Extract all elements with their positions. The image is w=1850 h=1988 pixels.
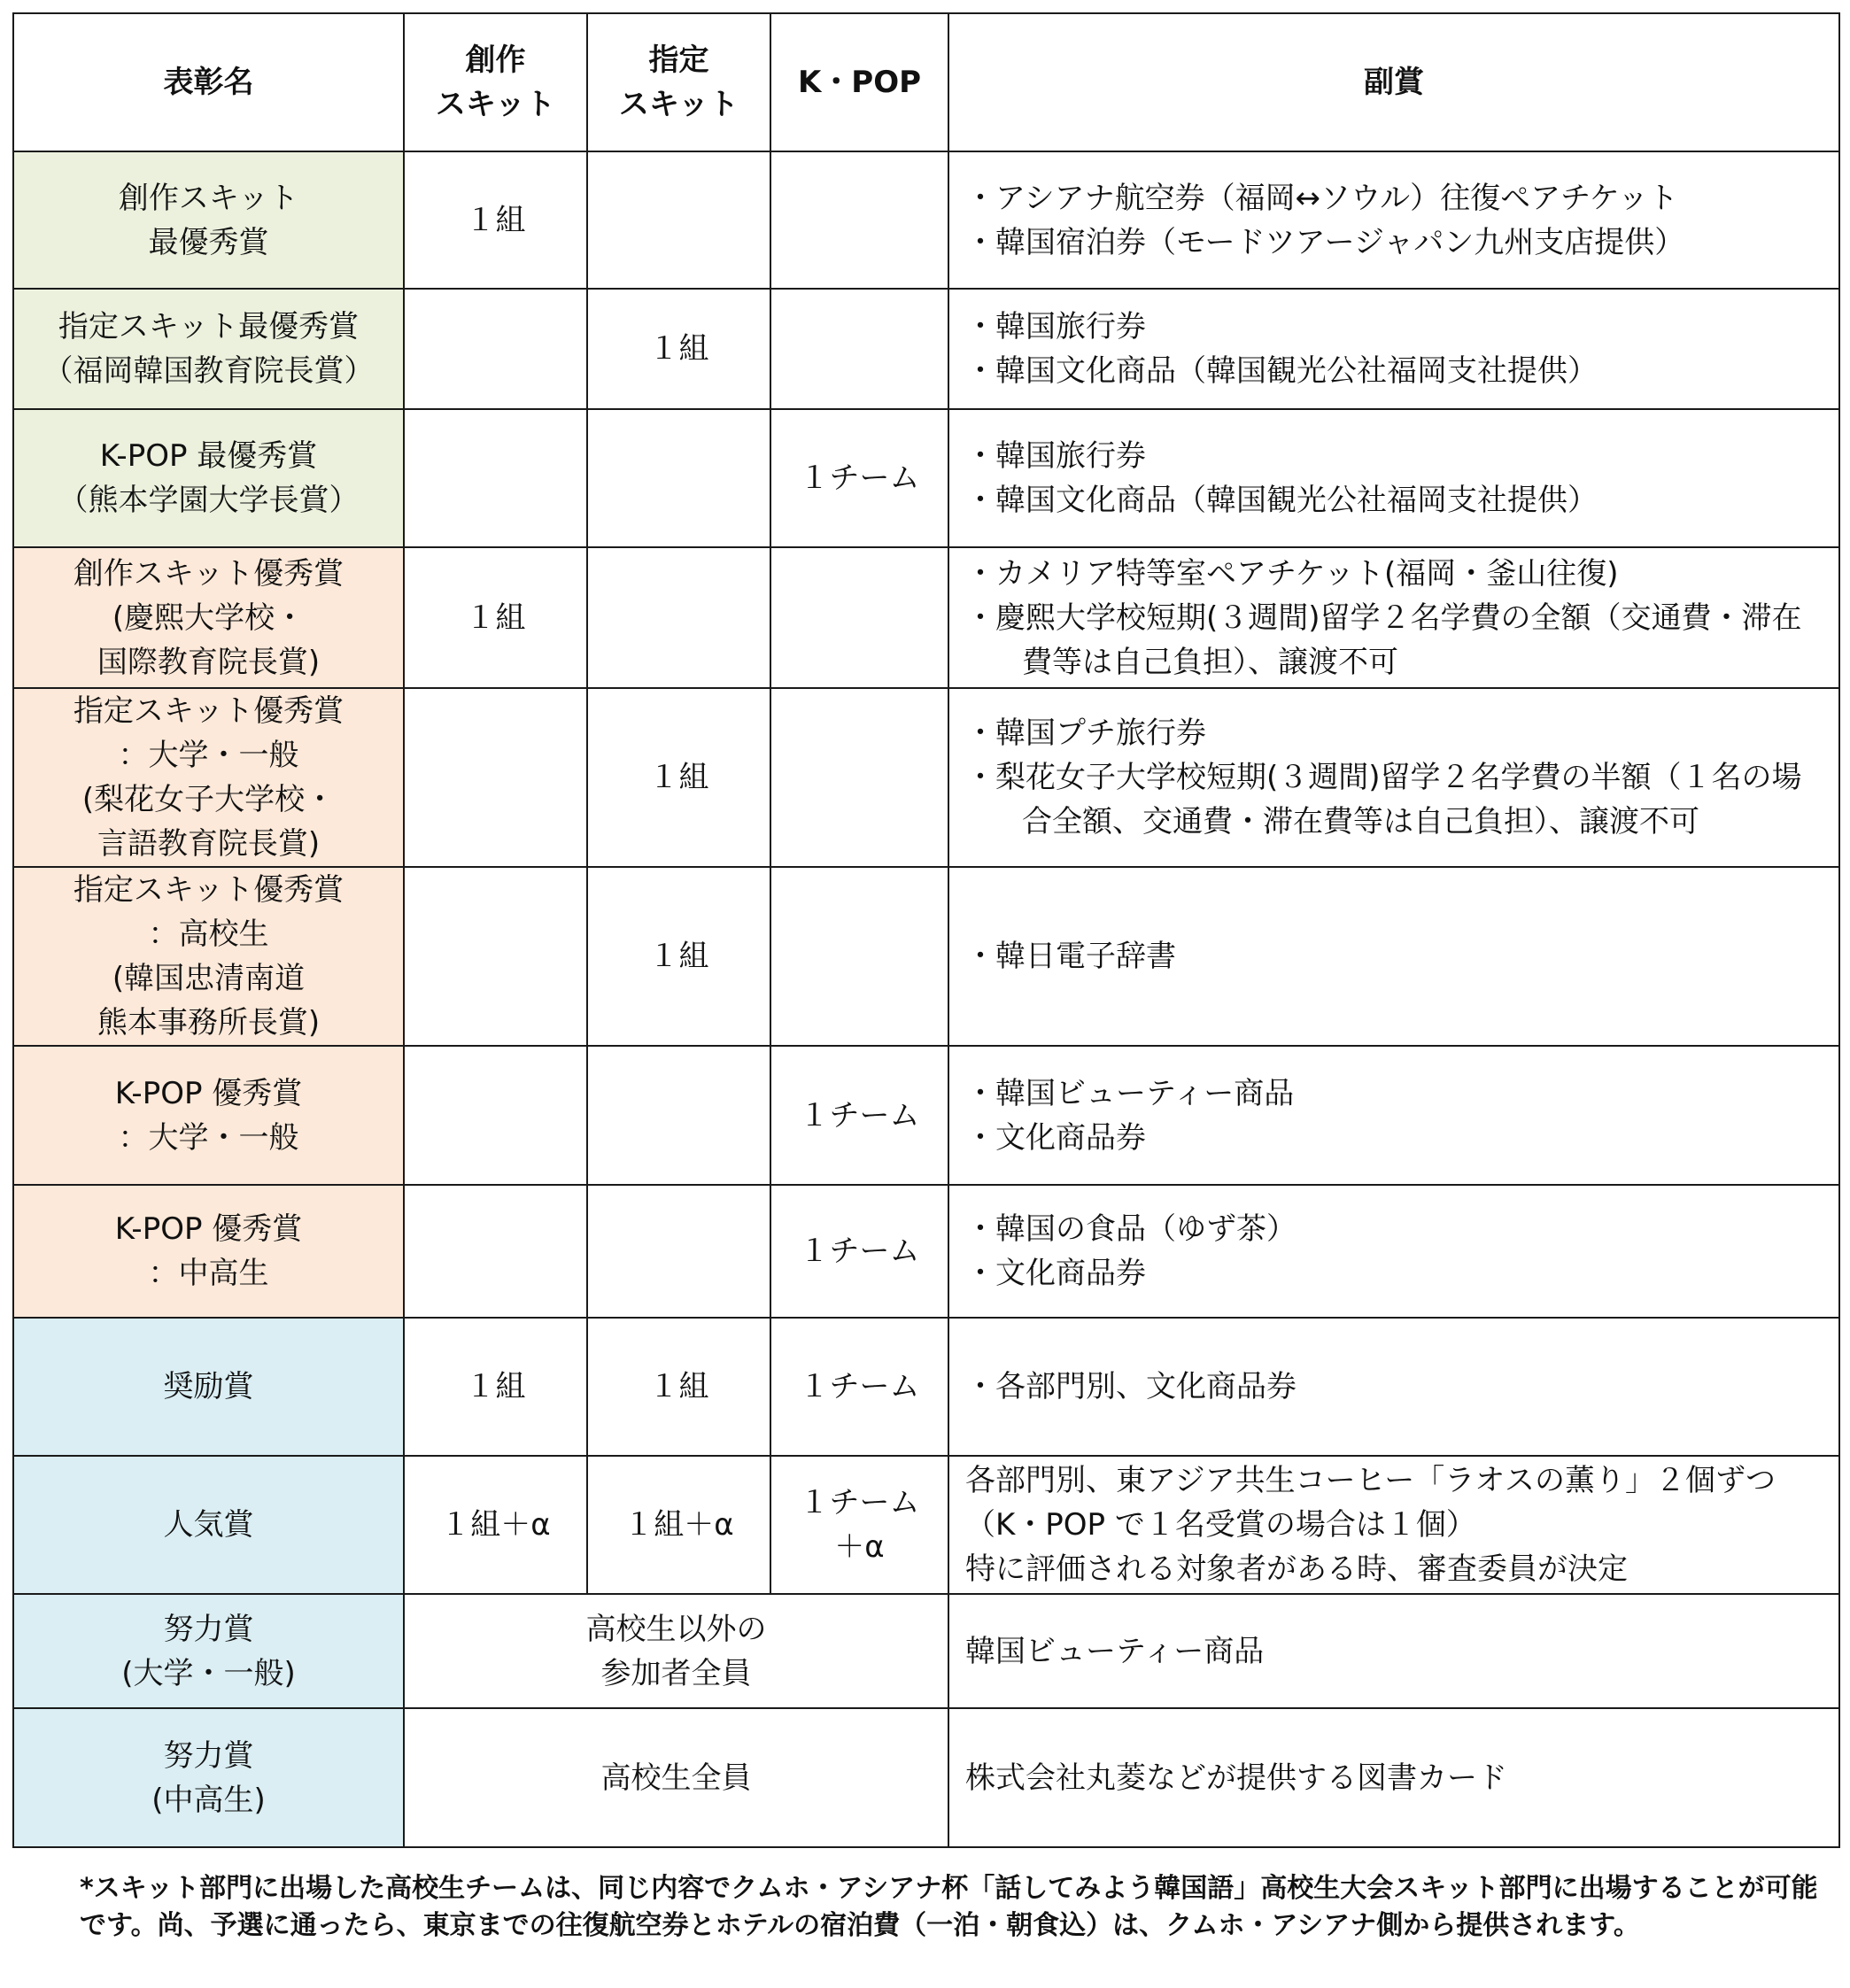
table-row: [13, 1708, 1839, 1847]
awards-table: [12, 12, 1840, 1848]
prize-cell: ・アシアナ航空券（福岡↔ソウル）往復ペアチケット ・韓国宿泊券（モードツアージャパン九州支店提供）: [948, 151, 1839, 289]
sousaku-skit-count: １組: [404, 547, 587, 688]
kpop-count: [770, 688, 948, 867]
prize-cell: ・韓国プチ旅行券 ・梨花女子大学校短期(３週間)留学２名学費の半額（１名の場合全額、交通費・滞在費等は自己負担）、譲渡不可: [948, 688, 1839, 867]
shitei-skit-count: １組: [587, 289, 770, 409]
shitei-skit-count: １組: [587, 688, 770, 867]
shitei-skit-count: １組: [587, 867, 770, 1046]
award-name-cell: 努力賞 (大学・一般): [13, 1594, 404, 1708]
header-shitei-skit: 指定 スキット: [587, 13, 770, 151]
header-sousaku-skit: 創作 スキット: [404, 13, 587, 151]
merged-eligibility-cell: 高校生以外の 参加者全員: [404, 1594, 948, 1708]
award-name-cell: K-POP 優秀賞 ：中高生: [13, 1185, 404, 1318]
table-row: [13, 1046, 1839, 1185]
shitei-skit-count: １組＋α: [587, 1456, 770, 1594]
shitei-skit-count: [587, 1185, 770, 1318]
table-row: [13, 547, 1839, 688]
table-row: [13, 1594, 1839, 1708]
table-row: [13, 688, 1839, 867]
kpop-count: １チーム: [770, 1046, 948, 1185]
award-name-cell: K-POP 最優秀賞 （熊本学園大学長賞）: [13, 409, 404, 547]
award-name-cell: 指定スキット優秀賞 ：高校生 (韓国忠清南道 熊本事務所長賞): [13, 867, 404, 1046]
footnote: *スキット部門に出場した高校生チームは、同じ内容でクムホ・アシアナ杯「話してみよう韓国語」高校生大会スキット部門に出場することが可能です。尚、予選に通ったら、東京までの往復航空券とホテルの宿泊費（一泊・朝食込）は、クムホ・アシアナ側から提供されます。: [80, 1873, 1818, 1941]
sousaku-skit-count: [404, 1185, 587, 1318]
kpop-count: [770, 289, 948, 409]
sousaku-skit-count: [404, 289, 587, 409]
shitei-skit-count: [587, 151, 770, 289]
prize-cell: ・カメリア特等室ペアチケット(福岡・釜山往復) ・慶熙大学校短期(３週間)留学２名学費の全額（交通費・滞在費等は自己負担）、譲渡不可: [948, 547, 1839, 688]
kpop-count: [770, 547, 948, 688]
header-prize: 副賞: [948, 13, 1839, 151]
shitei-skit-count: [587, 1046, 770, 1185]
sousaku-skit-count: １組: [404, 151, 587, 289]
sousaku-skit-count: [404, 867, 587, 1046]
table-row: [13, 1456, 1839, 1594]
prize-cell: 韓国ビューティー商品: [948, 1594, 1839, 1708]
table-row: [13, 867, 1839, 1046]
table-row: [13, 151, 1839, 289]
table-row: [13, 1318, 1839, 1456]
prize-cell: ・韓日電子辞書: [948, 867, 1839, 1046]
award-name-cell: 指定スキット最優秀賞 （福岡韓国教育院長賞）: [13, 289, 404, 409]
kpop-count: １チーム: [770, 1185, 948, 1318]
kpop-count: [770, 867, 948, 1046]
sousaku-skit-count: １組: [404, 1318, 587, 1456]
prize-cell: ・韓国旅行券 ・韓国文化商品（韓国観光公社福岡支社提供）: [948, 289, 1839, 409]
award-name-cell: 創作スキット 最優秀賞: [13, 151, 404, 289]
prize-cell: 各部門別、東アジア共生コーヒー「ラオスの薫り」２個ずつ（K・POP で１名受賞の場合は１個） 特に評価される対象者がある時、審査委員が決定: [948, 1456, 1839, 1594]
merged-eligibility-cell: 高校生全員: [404, 1708, 948, 1847]
shitei-skit-count: １組: [587, 1318, 770, 1456]
award-name-cell: 努力賞 (中高生): [13, 1708, 404, 1847]
kpop-count: １チーム: [770, 409, 948, 547]
kpop-count: １チーム ＋α: [770, 1456, 948, 1594]
award-name-cell: K-POP 優秀賞 ：大学・一般: [13, 1046, 404, 1185]
header-kpop: K・POP: [770, 13, 948, 151]
prize-cell: ・韓国の食品（ゆず茶） ・文化商品券: [948, 1185, 1839, 1318]
table-row: [13, 409, 1839, 547]
header-row: [13, 13, 1839, 151]
table-body: [13, 151, 1839, 1847]
sousaku-skit-count: [404, 409, 587, 547]
award-name-cell: 人気賞: [13, 1456, 404, 1594]
sousaku-skit-count: [404, 688, 587, 867]
shitei-skit-count: [587, 547, 770, 688]
table-row: [13, 1185, 1839, 1318]
award-name-cell: 奨励賞: [13, 1318, 404, 1456]
header-award-name: 表彰名: [13, 13, 404, 151]
kpop-count: [770, 151, 948, 289]
sousaku-skit-count: １組＋α: [404, 1456, 587, 1594]
sousaku-skit-count: [404, 1046, 587, 1185]
award-name-cell: 創作スキット優秀賞 (慶熙大学校・ 国際教育院長賞): [13, 547, 404, 688]
shitei-skit-count: [587, 409, 770, 547]
prize-cell: ・韓国ビューティー商品 ・文化商品券: [948, 1046, 1839, 1185]
prize-cell: ・韓国旅行券 ・韓国文化商品（韓国観光公社福岡支社提供）: [948, 409, 1839, 547]
kpop-count: １チーム: [770, 1318, 948, 1456]
table-row: [13, 289, 1839, 409]
prize-cell: 株式会社丸菱などが提供する図書カード: [948, 1708, 1839, 1847]
prize-cell: ・各部門別、文化商品券: [948, 1318, 1839, 1456]
award-name-cell: 指定スキット優秀賞 ：大学・一般 (梨花女子大学校・ 言語教育院長賞): [13, 688, 404, 867]
